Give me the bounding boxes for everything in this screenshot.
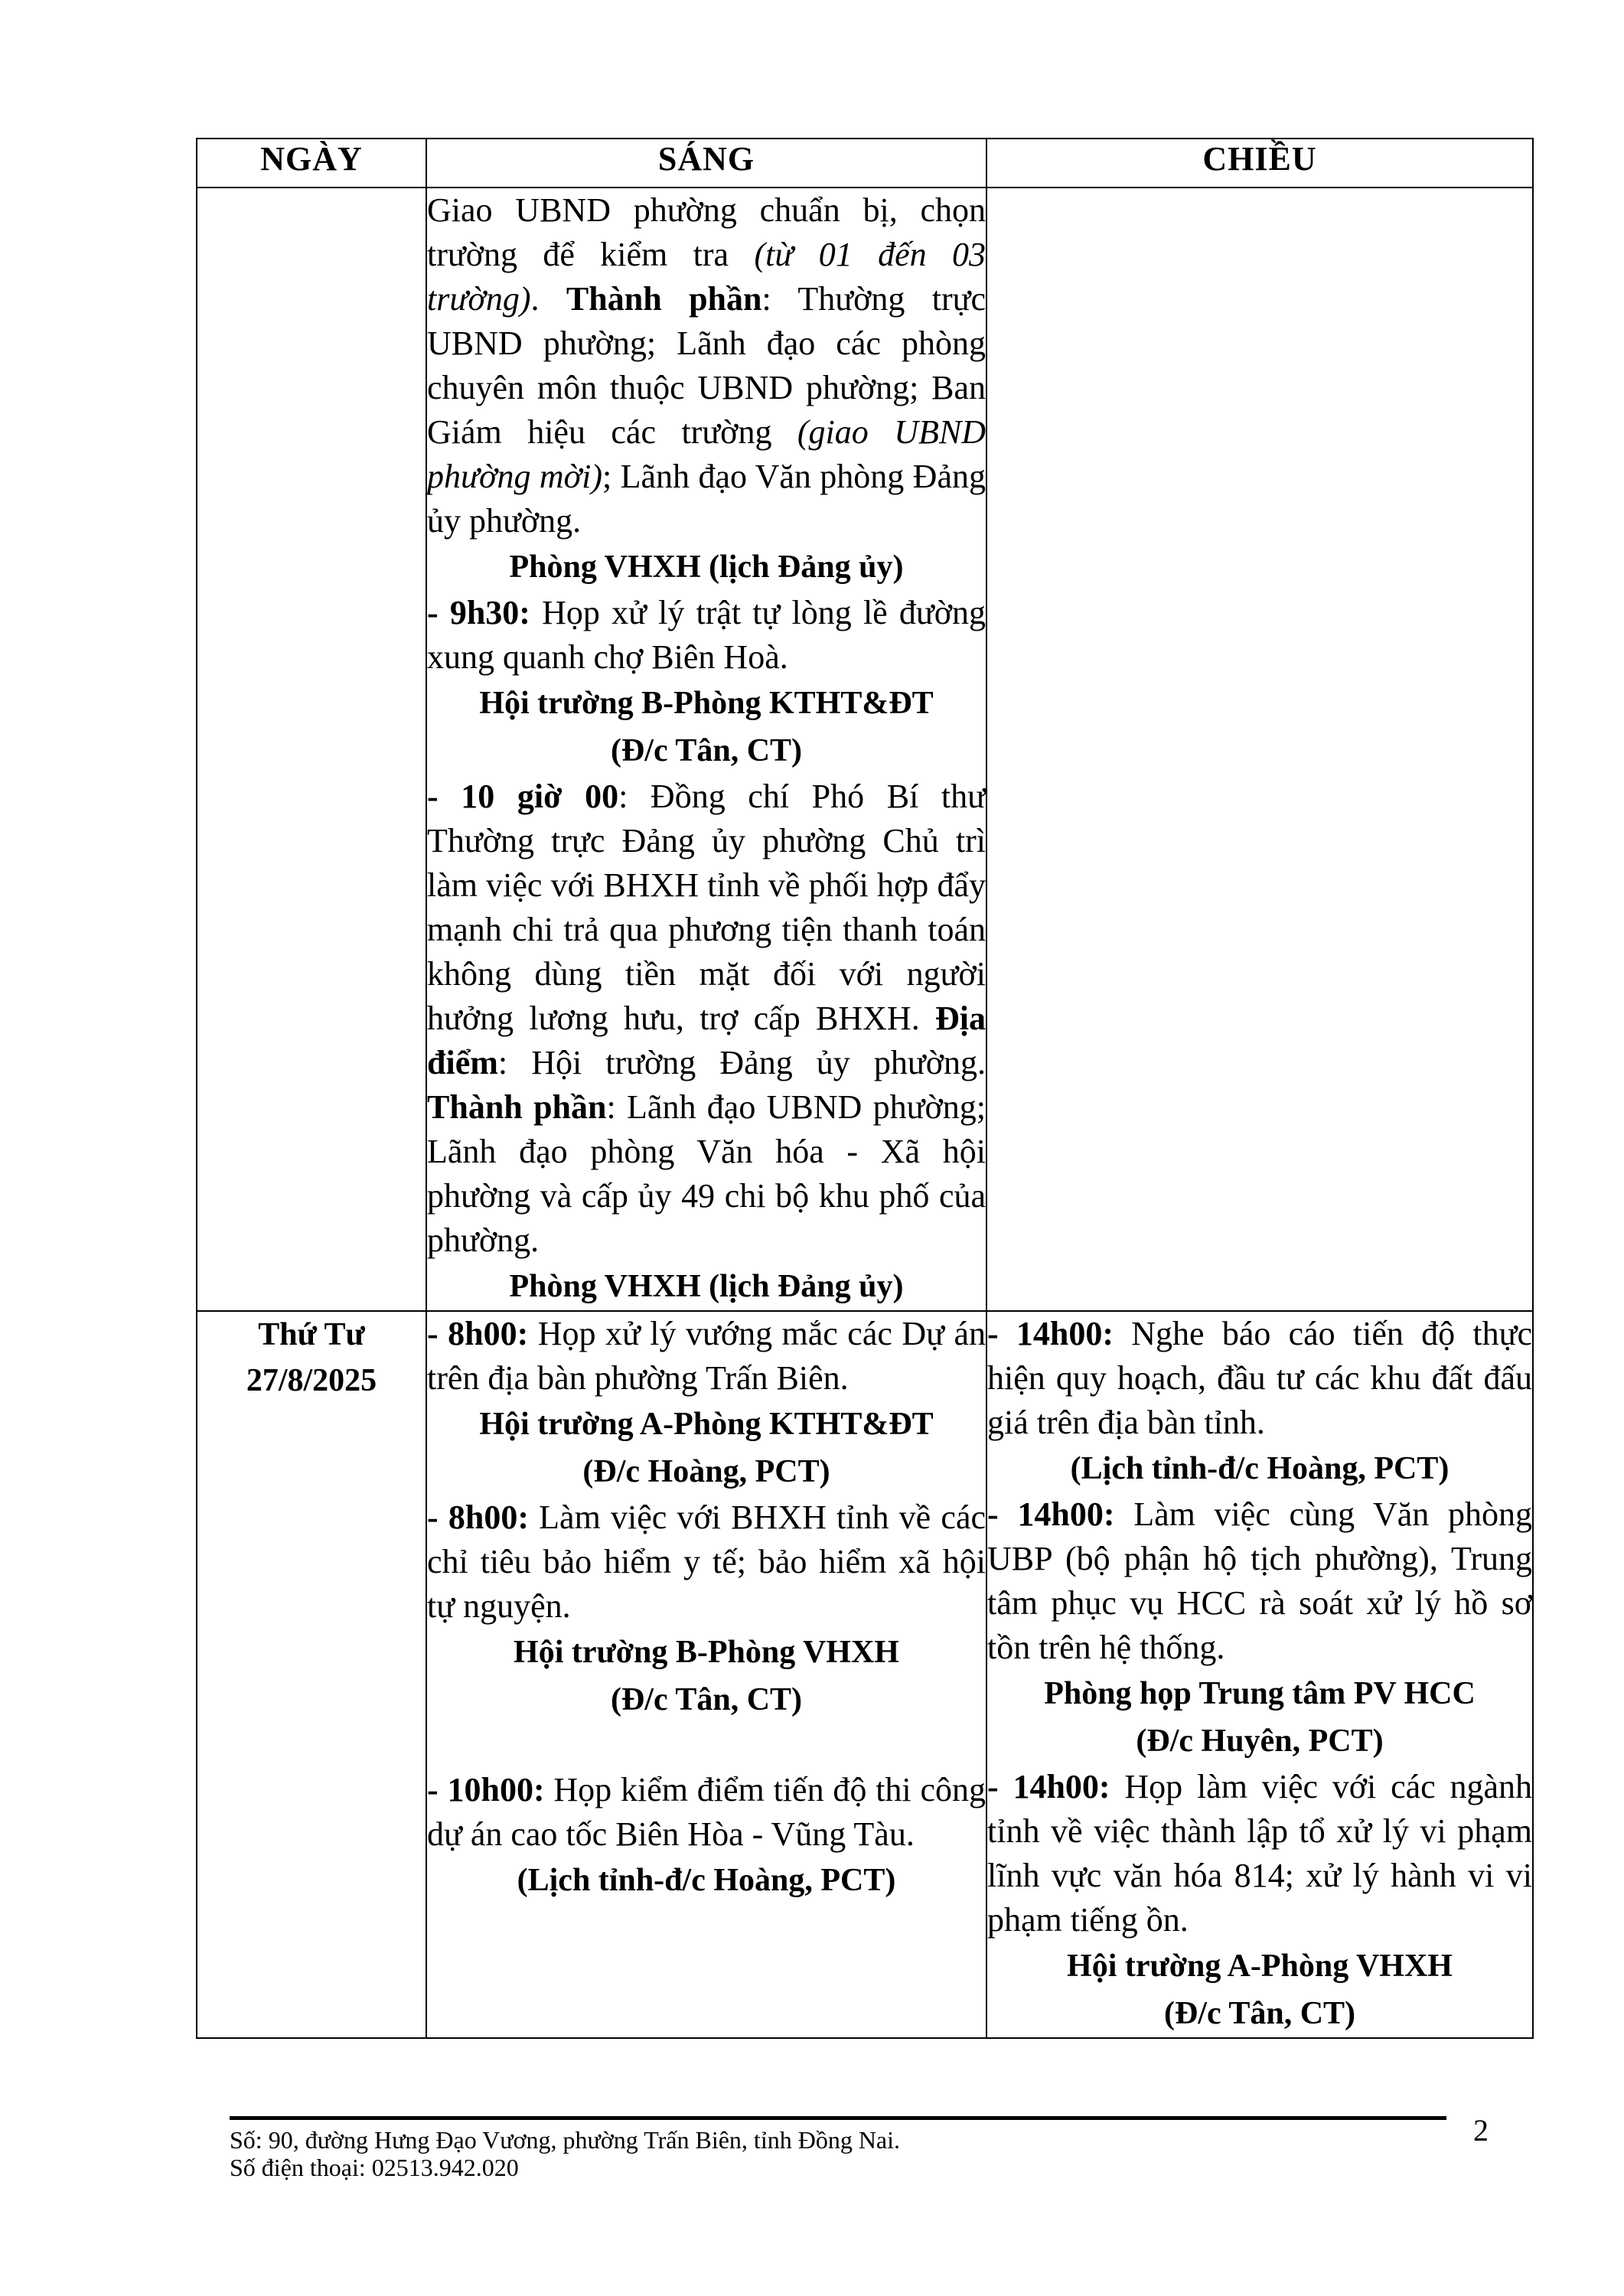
event-location: Hội trường A-Phòng KTHT&ĐT: [479, 1407, 934, 1442]
footer-phone: Số điện thoại: 02513.942.020: [230, 2154, 519, 2181]
event-person: (Đ/c Huyên, PCT): [1136, 1724, 1384, 1759]
table-row: [197, 188, 1533, 1311]
morning-cell: [426, 188, 986, 1311]
header-morning: SÁNG: [426, 139, 986, 188]
event-item: - 14h00: Họp làm việc với các ngành tỉnh về việc thành lập tổ xử lý vi phạm lĩnh vực văn hóa 814; xử lý hành vi vi phạm tiếng ồn.: [987, 1768, 1532, 1939]
event-location: (Lịch tỉnh-đ/c Hoàng, PCT): [1070, 1451, 1450, 1486]
spacer: [427, 1724, 986, 1768]
afternoon-cell-empty: [986, 188, 1533, 1311]
event-location: (Lịch tỉnh-đ/c Hoàng, PCT): [517, 1863, 896, 1898]
footer: [230, 2126, 900, 2181]
event-item: - 8h00: Làm việc với BHXH tỉnh về các chỉ tiêu bảo hiểm y tế; bảo hiểm xã hội tự nguyện.: [427, 1499, 986, 1625]
day-date: 27/8/2025: [246, 1363, 377, 1398]
event-item: - 14h00: Làm việc cùng Văn phòng UBP (bộ phận hộ tịch phường), Trung tâm phục vụ HCC rà soát xử lý hồ sơ tồn trên hệ thống.: [987, 1495, 1533, 1666]
footer-address: Số: 90, đường Hưng Đạo Vương, phường Trấn Biên, tỉnh Đồng Nai.: [230, 2126, 901, 2154]
event-location: Hội trường B-Phòng KTHT&ĐT: [479, 686, 934, 721]
event-item: Giao UBND phường chuẩn bị, chọn trường để kiểm tra (từ 01 đến 03 trường). Thành phần: Thường trực UBND phường; Lãnh đạo các phòng chuyên môn thuộc UBND phường; Ban Giám hiệu các trường (giao UBND phường mời); Lãnh đạo Văn phòng Đảng ủy phường.: [427, 191, 986, 540]
morning-cell: [426, 1311, 986, 2038]
event-location: Phòng VHXH (lịch Đảng ủy): [509, 550, 904, 585]
day-cell-empty: [197, 188, 426, 1311]
event-location: Phòng họp Trung tâm PV HCC: [1044, 1676, 1476, 1711]
page-number: 2: [1473, 2113, 1489, 2148]
event-location: Phòng VHXH (lịch Đảng ủy): [509, 1269, 904, 1304]
event-person: (Đ/c Tân, CT): [610, 733, 803, 768]
table-row: [197, 1311, 1533, 2038]
table-header-row: [197, 139, 1533, 188]
event-location: Hội trường A-Phòng VHXH: [1067, 1949, 1453, 1984]
event-item: - 8h00: Họp xử lý vướng mắc các Dự án trên địa bàn phường Trấn Biên.: [427, 1315, 986, 1397]
day-cell: [197, 1311, 426, 2038]
header-day: NGÀY: [197, 139, 426, 188]
event-person: (Đ/c Tân, CT): [1163, 1996, 1356, 2031]
schedule-table: [196, 138, 1534, 2039]
event-item: - 9h30: Họp xử lý trật tự lòng lề đường xung quanh chợ Biên Hoà.: [427, 594, 986, 676]
event-item: - 10h00: Họp kiểm điểm tiến độ thi công dự án cao tốc Biên Hòa - Vũng Tàu.: [427, 1771, 986, 1853]
day-name: Thứ Tư: [258, 1317, 365, 1352]
event-person: (Đ/c Hoàng, PCT): [582, 1454, 830, 1489]
afternoon-cell: [986, 1311, 1533, 2038]
event-location: Hội trường B-Phòng VHXH: [514, 1635, 899, 1670]
event-item: - 14h00: Nghe báo cáo tiến độ thực hiện quy hoạch, đầu tư các khu đất đấu giá trên địa bàn tỉnh.: [987, 1315, 1532, 1441]
event-person: (Đ/c Tân, CT): [610, 1682, 803, 1717]
event-item: - 10 giờ 00: Đồng chí Phó Bí thư Thường trực Đảng ủy phường Chủ trì làm việc với BHXH tỉnh về phối hợp đẩy mạnh chi trả qua phương tiện thanh toán không dùng tiền mặt đối với người hưởng lương hưu, trợ cấp BHXH. Địa điểm: Hội trường Đảng ủy phường. Thành phần: Lãnh đạo UBND phường; Lãnh đạo phòng Văn hóa - Xã hội phường và cấp ủy 49 chi bộ khu phố của phường.: [427, 778, 986, 1259]
footer-divider: [230, 2116, 1446, 2120]
header-afternoon: CHIỀU: [986, 139, 1533, 188]
